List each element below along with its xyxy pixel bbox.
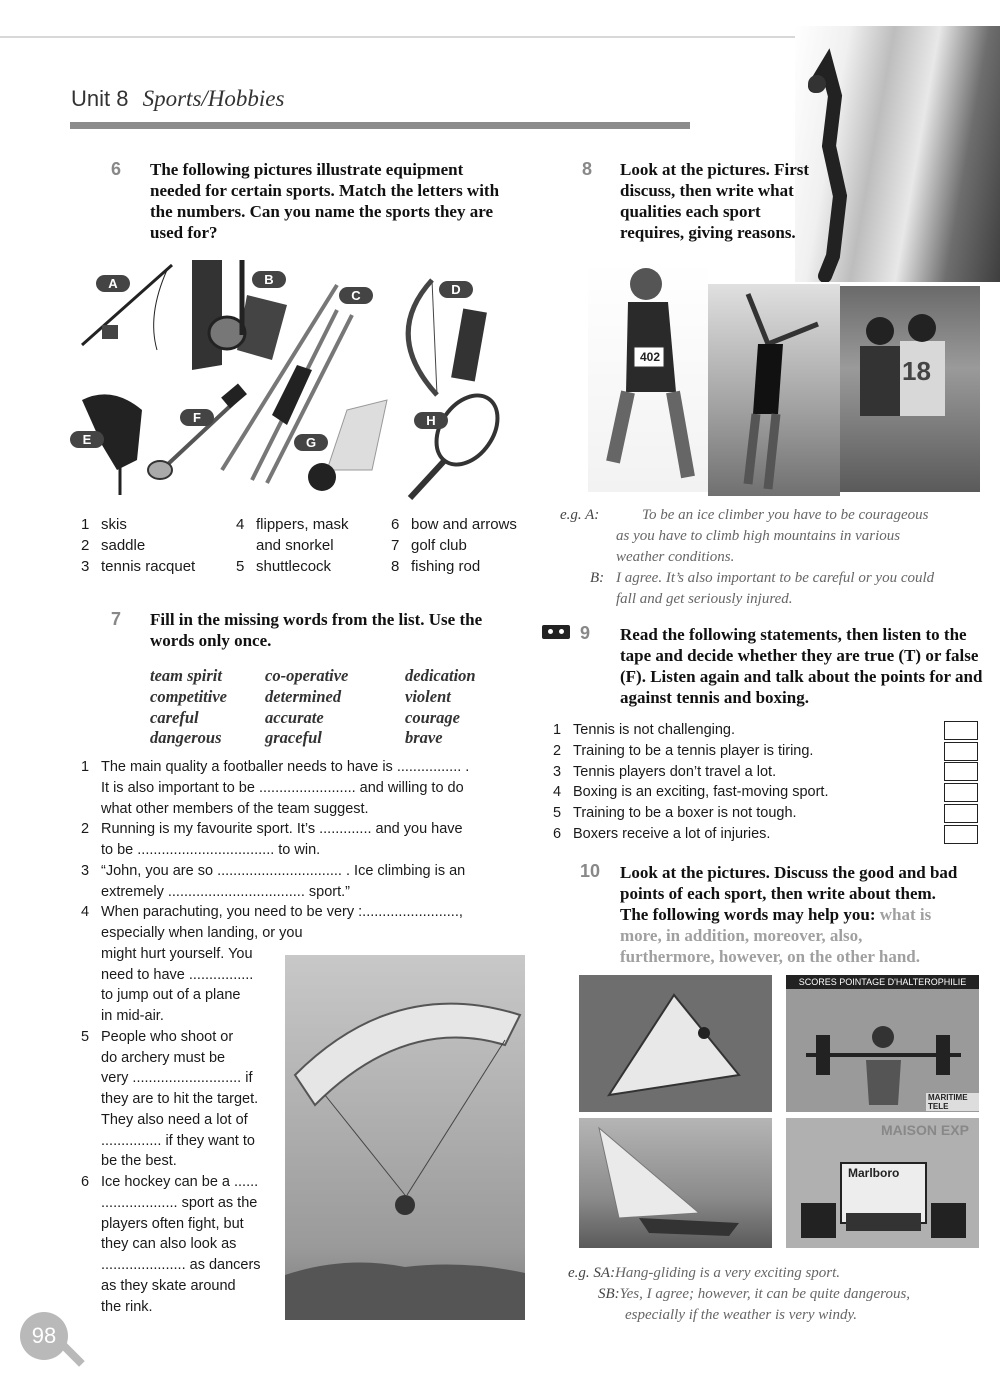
- cassette-icon: [542, 625, 570, 639]
- weightlifter-drawing: [786, 975, 979, 1112]
- football-photo: [840, 286, 980, 492]
- word: accurate: [265, 707, 324, 727]
- word-list: [150, 666, 510, 749]
- runner-photo: [588, 262, 708, 492]
- word: careful: [150, 707, 199, 727]
- dialogue-line: SB:Yes, I agree; however, it can be quite dangerous,: [598, 1286, 911, 1302]
- sentence-line: 4 When parachuting, you need to be very :........................,: [81, 904, 463, 921]
- statement: 3 Tennis players don’t travel a lot.: [553, 763, 777, 780]
- sentence-line: might hurt yourself. You: [101, 945, 253, 962]
- arena-sign: MARITIME TELE: [926, 1093, 979, 1111]
- sentence-line: ..................... as dancers: [101, 1257, 261, 1273]
- ex6-instruction: The following pictures illustrate equipment needed for certain sports. Match the letters with the numbers. Can you name the sports they are used for?: [150, 160, 500, 242]
- label-e: E: [70, 431, 104, 448]
- race-car-drawing: [786, 1118, 979, 1248]
- statement: 1 Tennis is not challenging.: [553, 722, 736, 738]
- unit-header: [71, 86, 284, 112]
- ex7-number: 7: [111, 609, 122, 629]
- word: dedication: [405, 666, 476, 685]
- header-rule: [70, 122, 690, 129]
- diver-photo: [708, 284, 840, 496]
- sentence-line: the rink.: [101, 1298, 153, 1315]
- dialogue-line: weather conditions.: [616, 549, 735, 565]
- answer-box-2[interactable]: [944, 742, 978, 761]
- sentence-line: they are to hit the target.: [101, 1091, 259, 1107]
- motor-racing-photo: [786, 1118, 979, 1248]
- ex10-dialogue: [568, 1263, 988, 1326]
- ex10-number: 10: [580, 861, 601, 881]
- arena-sign-top: MAISON EXP: [881, 1122, 969, 1138]
- label-a: A: [96, 275, 130, 292]
- statement: 5 Training to be a boxer is not tough.: [553, 805, 797, 822]
- answer-box-6[interactable]: [944, 825, 978, 844]
- yacht-drawing: [579, 1118, 772, 1248]
- ex6-number: 6: [111, 159, 122, 179]
- label-h: H: [414, 412, 448, 429]
- word: team spirit: [150, 666, 222, 685]
- page-number-badge: [20, 1312, 68, 1360]
- answer-box-4[interactable]: [944, 783, 978, 802]
- ex9-statements: [553, 720, 943, 845]
- ex8-dialogue: [560, 505, 990, 610]
- sentence-line: what other members of the team suggest.: [101, 800, 369, 817]
- label-b: B: [252, 271, 286, 288]
- ex6-list-col2: [236, 515, 396, 577]
- dialogue-line: fall and get seriously injured.: [616, 591, 793, 607]
- sentence-line: ............... if they want to: [101, 1132, 255, 1149]
- page-number: 98: [31, 1323, 57, 1348]
- ex6-list-col1: [81, 515, 241, 577]
- sentence-line: 2 Running is my favourite sport. It’s ............. and you have: [81, 821, 463, 838]
- word: co-operative: [265, 666, 349, 685]
- sentence-line: very ........................... if: [101, 1070, 253, 1087]
- ex10-instruction: Look at the pictures. Discuss the good and bad points of each sport, then write about them. The following words may help you: what is more, in addition, moreover, also, furthermore, however, on the other hand.: [620, 863, 958, 966]
- sentence-line: 3 “John, you are so ............................... . Ice climbing is an: [81, 862, 466, 879]
- label-g: G: [294, 434, 328, 451]
- sentence-line: be the best.: [101, 1153, 177, 1170]
- list-item: 7 golf club: [391, 536, 467, 554]
- label-d: D: [439, 281, 473, 298]
- sentence-line: ................... sport as the: [101, 1194, 258, 1211]
- tennis-racquet-drawing: [410, 384, 510, 498]
- ex7-instruction: Fill in the missing words from the list. Use the words only once.: [150, 610, 483, 650]
- sentence-line: players often fight, but: [101, 1215, 244, 1232]
- list-item: 2 saddle: [81, 536, 146, 554]
- answer-box-5[interactable]: [944, 804, 978, 823]
- sentence-line: 5 People who shoot or: [81, 1028, 234, 1045]
- statement: 4 Boxing is an exciting, fast-moving sport.: [553, 784, 829, 801]
- ex8-number: 8: [582, 159, 593, 179]
- word: dangerous: [150, 728, 222, 748]
- football-shirt-number: 18: [902, 356, 931, 386]
- sentence-line: as they skate around: [101, 1277, 236, 1294]
- paragliding-photo: [285, 955, 525, 1320]
- unit-label: Unit 8: [71, 86, 129, 111]
- list-item: 6 bow and arrows: [391, 516, 517, 533]
- unit-topic: Sports/Hobbies: [142, 86, 285, 111]
- label-c: C: [339, 287, 373, 304]
- sentence-line: they can also look as: [101, 1236, 237, 1253]
- ex9-number: 9: [580, 623, 591, 643]
- sentence-line: especially when landing, or you: [101, 925, 303, 941]
- sentence-line: 1 The main quality a footballer needs to have is ................ .: [81, 759, 470, 775]
- word: brave: [405, 728, 443, 748]
- footballers-figure: [840, 286, 980, 492]
- dialogue-line: e.g. A: To be an ice climber you have to be courageous: [560, 507, 929, 523]
- word: graceful: [265, 728, 322, 748]
- paraglider-drawing: [285, 955, 525, 1320]
- hang-glider-drawing: [579, 975, 772, 1112]
- sentence-line: It is also important to be ........................ and willing to do: [101, 779, 464, 796]
- list-item: 8 fishing rod: [391, 557, 481, 575]
- ice-climber-photo: [795, 26, 1000, 282]
- ex6-list-col3: [391, 515, 531, 577]
- list-item: 5 shuttlecock: [236, 557, 332, 575]
- sailing-photo: [579, 1118, 772, 1248]
- runner-bib: 402: [639, 350, 661, 364]
- top-rule: [0, 36, 880, 38]
- statement: 2 Training to be a tennis player is tiring.: [553, 742, 814, 759]
- sentence-line: 6 Ice hockey can be a ......: [81, 1174, 259, 1190]
- car-sponsor: Marlboro: [848, 1166, 900, 1180]
- answer-box-3[interactable]: [944, 762, 978, 781]
- list-item: 4 flippers, mask: [236, 516, 349, 533]
- list-item: 3 tennis racquet: [81, 557, 196, 575]
- weightlifting-photo: [786, 975, 979, 1112]
- dialogue-line: as you have to climb high mountains in various: [616, 528, 901, 544]
- ex9-instruction: Read the following statements, then listen to the tape and decide whether they are true (T) or false (F). Listen again and talk about the points for and against tennis and boxing.: [620, 625, 983, 707]
- label-f: F: [180, 409, 214, 426]
- ice-climber-figure: [795, 26, 1000, 282]
- runner-figure: [588, 262, 708, 492]
- dialogue-line: e.g. SA:Hang-gliding is a very exciting sport.: [568, 1265, 841, 1281]
- scoreboard-banner: SCORES POINTAGE D'HALTEROPHILIE: [786, 975, 979, 989]
- sentence-line: They also need a lot of: [101, 1111, 248, 1128]
- sentence-line: to be .................................. to win.: [101, 842, 321, 858]
- sentence-line: to jump out of a plane: [101, 987, 241, 1004]
- dialogue-line: B: I agree. It’s also important to be careful or you could: [590, 570, 935, 586]
- word: determined: [265, 686, 342, 706]
- sentence-line: do archery must be: [101, 1049, 226, 1066]
- ex8-instruction: Look at the pictures. First discuss, then write what qualities each sport requires, giving reasons.: [620, 160, 810, 242]
- hang-gliding-photo: [579, 975, 772, 1112]
- word: competitive: [150, 686, 227, 706]
- list-item: and snorkel: [256, 536, 334, 554]
- word: courage: [405, 707, 460, 727]
- helper-words: what is more, in addition, moreover, also, furthermore, however, on the other hand.: [620, 905, 932, 966]
- dialogue-line: especially if the weather is very windy.: [625, 1307, 858, 1323]
- list-item: 1 skis: [81, 516, 127, 533]
- sentence-line: need to have ................: [101, 966, 254, 983]
- answer-box-1[interactable]: [944, 721, 978, 740]
- sentence-line: extremely .................................. sport.”: [101, 883, 350, 900]
- sentence-line: in mid-air.: [101, 1008, 164, 1024]
- statement: 6 Boxers receive a lot of injuries.: [553, 825, 771, 842]
- page-number-handle: [59, 1341, 84, 1366]
- diver-figure: [708, 284, 840, 496]
- golf-club-drawing: [148, 383, 247, 479]
- word: violent: [405, 686, 451, 706]
